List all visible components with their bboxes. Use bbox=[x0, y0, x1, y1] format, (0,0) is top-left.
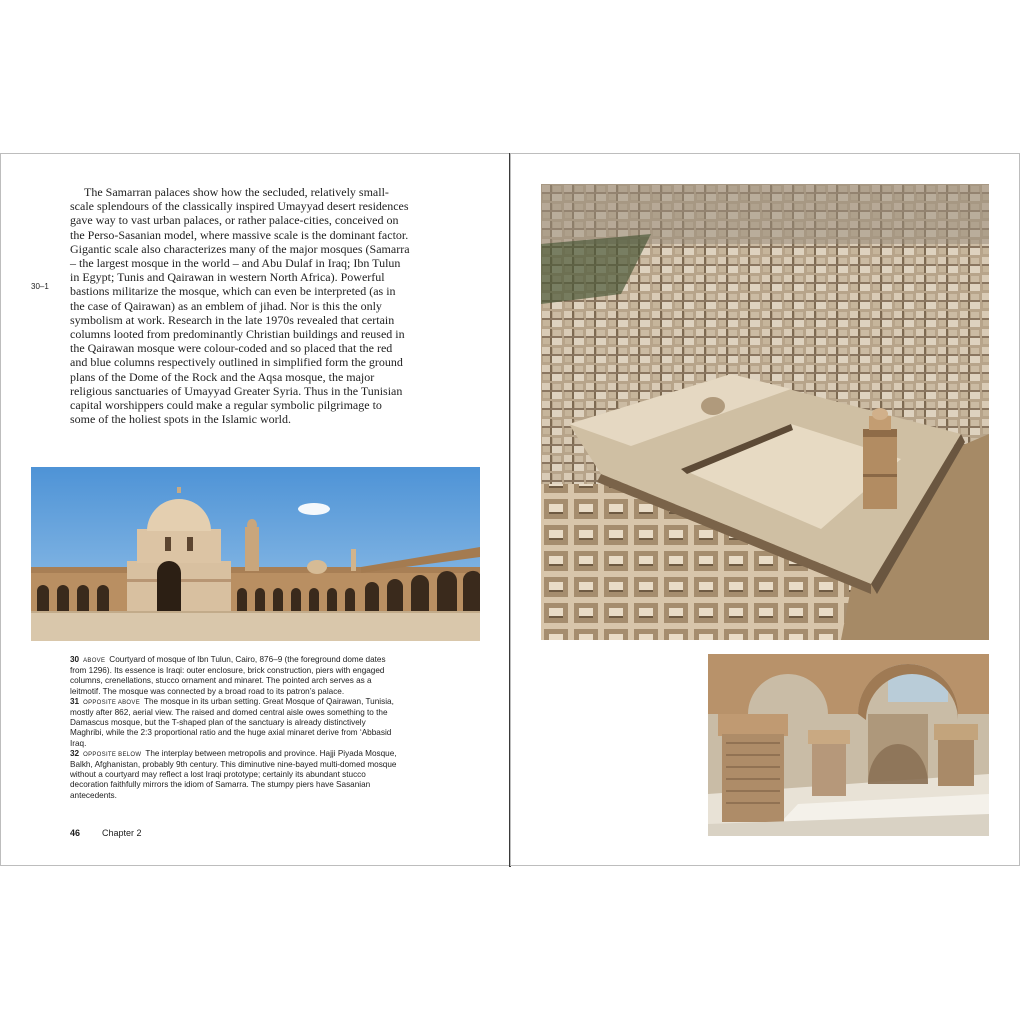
caption-text: The interplay between metropolis and province. Hajji Piyada Mosque, Balkh, Afghanistan, probably 9th century. This diminutive nine-bayed multi-domed mosque without a courtyard may reflect a lost Iraqi prototype; certainly its abundant stucco decoration faithfully mirrors the idiom of Samarra. The stumpy piers have Sasanian antecedents. bbox=[70, 748, 397, 800]
caption-text: The mosque in its urban setting. Great Mosque of Qairawan, Tunisia, mostly after 862, aerial view. The raised and domed central aisle owes something to the Damascus mosque, but the T-shaped plan of the sanctuary is already distinctively Maghribi, while the 2:3 proportional ratio and the huge axial minaret derive from ‘Abbasid Iraq. bbox=[70, 696, 394, 748]
page-footer bbox=[70, 828, 142, 838]
caption-32 bbox=[70, 749, 400, 801]
caption-text: Courtyard of mosque of Ibn Tulun, Cairo, 876–9 (the foreground dome dates from 1296). Its essence is Iraqi: outer enclosure, brick construction, piers with engaged columns, crenellations, stucco ornament and minaret. The pointed arch serves as a leitmotif. The mosque was connected by a broad road to its patron’s palace. bbox=[70, 655, 386, 696]
left-page bbox=[0, 153, 511, 866]
body-paragraph: The Samarran palaces show how the secluded, relatively small-scale splendours of the classically inspired Umayyad desert residences gave way to vast urban palaces, or rather palace-cities, conceived on the Perso-Sasanian model, where massive scale is the dominant factor. Gigantic scale also characterizes many of the major mosques (Samarra – the largest mosque in the world – and Abu Dulaf in Iraq; Ibn Tulun in Egypt; Tunis and Qairawan in western North Africa). Powerful bastions militarize the mosque, which can even be interpreted (as in the case of Qairawan) as an emblem of jihad. Nor is this the only symbolism at work. Research in the late 1970s revealed that certain columns looted from predominantly Christian buildings and reused in the Qairawan mosque were colour-coded and so placed that the red and blue columns respectively outlined in simplified form the ground plans of the Dome of the Rock and the Aqsa mosque, the major religious sanctuaries of Umayyad Greater Syria. Thus in the Tunisian capital worshippers could make a regular symbolic pilgrimage to some of the holiest spots in the Islamic world. bbox=[70, 185, 410, 427]
figure-captions bbox=[70, 655, 400, 801]
margin-reference: 30–1 bbox=[31, 282, 49, 291]
caption-number: 30 bbox=[70, 655, 80, 664]
ibn-tulun-courtyard-photo bbox=[31, 467, 480, 641]
caption-position: ABOVE bbox=[83, 658, 106, 664]
hajji-piyada-mosque-photo bbox=[708, 654, 989, 836]
body-text bbox=[70, 185, 410, 426]
caption-31 bbox=[70, 697, 400, 749]
page-number: 46 bbox=[70, 828, 81, 838]
chapter-label: Chapter 2 bbox=[102, 828, 142, 838]
caption-position: OPPOSITE ABOVE bbox=[83, 699, 140, 706]
caption-number: 32 bbox=[70, 748, 80, 758]
caption-30 bbox=[70, 655, 400, 697]
book-spread bbox=[0, 153, 1020, 867]
caption-position: OPPOSITE BELOW bbox=[83, 751, 142, 758]
qairawan-aerial-photo bbox=[541, 184, 989, 640]
caption-number: 31 bbox=[70, 696, 80, 706]
